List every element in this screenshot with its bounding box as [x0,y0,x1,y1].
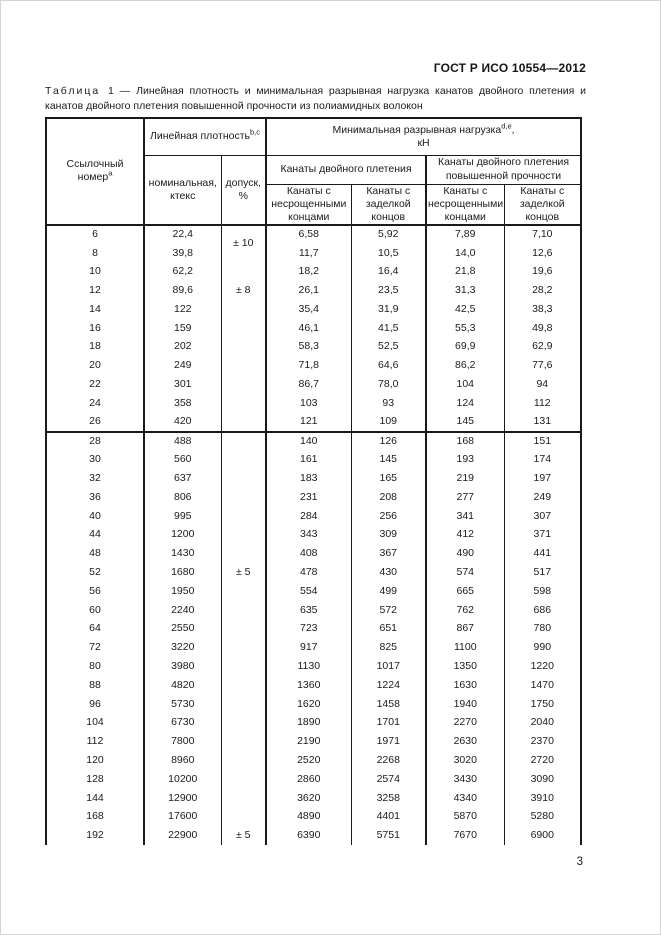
cell-ref: 168 [46,808,144,827]
table-row [46,319,581,338]
cell-nominal: 12900 [144,789,221,808]
cell-ref: 40 [46,507,144,526]
cell-nominal: 22900 [144,826,221,845]
cell-tolerance [221,413,266,432]
cell-db-unspliced: 4890 [266,808,351,827]
cell-tolerance [221,601,266,620]
cell-ref: 8 [46,244,144,263]
document-number: ГОСТ Р ИСО 10554—2012 [433,61,586,75]
cell-hs-spliced: 249 [504,488,581,507]
cell-db-unspliced: 46,1 [266,319,351,338]
cell-db-spliced: 78,0 [351,375,426,394]
cell-tolerance [221,582,266,601]
cell-db-spliced: 256 [351,507,426,526]
cell-db-unspliced: 58,3 [266,338,351,357]
cell-nominal: 2550 [144,620,221,639]
cell-db-unspliced: 86,7 [266,375,351,394]
cell-ref: 30 [46,450,144,469]
cell-nominal: 202 [144,338,221,357]
cell-db-unspliced: 917 [266,638,351,657]
table-row [46,469,581,488]
cell-db-spliced: 31,9 [351,300,426,319]
table-row [46,225,581,244]
cell-db-unspliced: 723 [266,620,351,639]
cell-hs-unspliced: 762 [426,601,504,620]
cell-ref: 88 [46,676,144,695]
cell-hs-unspliced: 86,2 [426,356,504,375]
cell-tolerance [221,676,266,695]
cell-db-unspliced: 140 [266,432,351,451]
cell-hs-unspliced: 867 [426,620,504,639]
cell-tolerance: ± 5 [221,563,266,582]
table-row [46,638,581,657]
cell-tolerance [221,544,266,563]
header-breaking-load: Минимальная разрывная нагрузка$^{d,e}$, кН [266,118,581,155]
cell-db-spliced: 499 [351,582,426,601]
table-row [46,676,581,695]
cell-ref: 104 [46,714,144,733]
cell-tolerance: ± 5 [221,826,266,845]
cell-hs-unspliced: 574 [426,563,504,582]
cell-ref: 96 [46,695,144,714]
cell-tolerance [221,751,266,770]
cell-nominal: 301 [144,375,221,394]
cell-db-spliced: 5751 [351,826,426,845]
cell-hs-unspliced: 3020 [426,751,504,770]
cell-hs-unspliced: 1100 [426,638,504,657]
cell-db-spliced: 825 [351,638,426,657]
header-db-unspliced: Канаты с несрощенными концами [266,184,351,225]
cell-db-spliced: 126 [351,432,426,451]
cell-hs-spliced: 12,6 [504,244,581,263]
cell-db-spliced: 165 [351,469,426,488]
cell-tolerance [221,300,266,319]
cell-ref: 26 [46,413,144,432]
cell-db-unspliced: 103 [266,394,351,413]
table-row [46,620,581,639]
cell-db-unspliced: 35,4 [266,300,351,319]
header-hs-spliced: Канаты с заделкой концов [504,184,581,225]
cell-nominal: 39,8 [144,244,221,263]
header-db-spliced: Канаты с заделкой концов [351,184,426,225]
cell-db-unspliced: 554 [266,582,351,601]
table-row [46,563,581,582]
cell-tolerance [221,526,266,545]
cell-ref: 52 [46,563,144,582]
cell-nominal: 5730 [144,695,221,714]
cell-hs-unspliced: 412 [426,526,504,545]
table-row [46,375,581,394]
cell-db-spliced: 2268 [351,751,426,770]
cell-db-spliced: 93 [351,394,426,413]
cell-hs-unspliced: 1350 [426,657,504,676]
cell-db-spliced: 1224 [351,676,426,695]
cell-hs-unspliced: 665 [426,582,504,601]
cell-nominal: 22,4 [144,225,221,244]
cell-hs-unspliced: 14,0 [426,244,504,263]
cell-db-unspliced: 231 [266,488,351,507]
cell-tolerance [221,450,266,469]
cell-db-unspliced: 2860 [266,770,351,789]
cell-ref: 44 [46,526,144,545]
cell-nominal: 637 [144,469,221,488]
cell-hs-spliced: 5280 [504,808,581,827]
cell-hs-unspliced: 3430 [426,770,504,789]
table-header [46,118,581,225]
cell-ref: 28 [46,432,144,451]
cell-ref: 24 [46,394,144,413]
table-row [46,338,581,357]
cell-hs-unspliced: 7,89 [426,225,504,244]
cell-hs-spliced: 151 [504,432,581,451]
cell-ref: 120 [46,751,144,770]
cell-nominal: 8960 [144,751,221,770]
cell-hs-unspliced: 1940 [426,695,504,714]
cell-nominal: 4820 [144,676,221,695]
cell-nominal: 17600 [144,808,221,827]
cell-nominal: 1950 [144,582,221,601]
cell-tolerance [221,394,266,413]
cell-db-unspliced: 2520 [266,751,351,770]
table-row [46,826,581,845]
cell-hs-spliced: 131 [504,413,581,432]
cell-db-unspliced: 284 [266,507,351,526]
cell-nominal: 122 [144,300,221,319]
cell-db-spliced: 23,5 [351,281,426,300]
cell-db-unspliced: 26,1 [266,281,351,300]
cell-hs-unspliced: 193 [426,450,504,469]
cell-hs-spliced: 112 [504,394,581,413]
cell-hs-unspliced: 341 [426,507,504,526]
cell-tolerance [221,695,266,714]
table-row [46,300,581,319]
cell-hs-unspliced: 42,5 [426,300,504,319]
table-row [46,544,581,563]
cell-db-spliced: 367 [351,544,426,563]
cell-hs-unspliced: 145 [426,413,504,432]
header-double-braid-high-strength: Канаты двойного плетения повышенной прочности [426,155,581,184]
cell-nominal: 806 [144,488,221,507]
cell-db-spliced: 1971 [351,732,426,751]
cell-db-unspliced: 6,58 [266,225,351,244]
cell-nominal: 358 [144,394,221,413]
cell-hs-spliced: 38,3 [504,300,581,319]
cell-ref: 144 [46,789,144,808]
table-row [46,450,581,469]
cell-db-unspliced: 3620 [266,789,351,808]
cell-nominal: 420 [144,413,221,432]
cell-ref: 56 [46,582,144,601]
cell-tolerance [221,732,266,751]
table-row [46,732,581,751]
cell-hs-spliced: 1750 [504,695,581,714]
cell-nominal: 62,2 [144,262,221,281]
cell-db-unspliced: 1360 [266,676,351,695]
cell-tolerance [221,338,266,357]
table-row [46,281,581,300]
cell-db-unspliced: 343 [266,526,351,545]
cell-hs-unspliced: 2630 [426,732,504,751]
cell-nominal: 1680 [144,563,221,582]
cell-nominal: 10200 [144,770,221,789]
header-nominal: номинальная, ктекс [144,155,221,225]
cell-hs-unspliced: 104 [426,375,504,394]
cell-ref: 20 [46,356,144,375]
cell-db-spliced: 1017 [351,657,426,676]
header-linear-density: Линейная плотность$^{b,c}$ [144,118,266,155]
cell-tolerance [221,770,266,789]
cell-hs-spliced: 62,9 [504,338,581,357]
cell-tolerance [221,262,266,281]
cell-tolerance [221,620,266,639]
cell-db-unspliced: 1130 [266,657,351,676]
cell-tolerance [221,432,266,451]
cell-hs-unspliced: 55,3 [426,319,504,338]
cell-ref: 36 [46,488,144,507]
table-row [46,526,581,545]
cell-tolerance [221,375,266,394]
cell-hs-unspliced: 124 [426,394,504,413]
cell-hs-spliced: 686 [504,601,581,620]
cell-hs-spliced: 2720 [504,751,581,770]
cell-hs-unspliced: 21,8 [426,262,504,281]
page-number: 3 [576,856,583,868]
cell-db-spliced: 52,5 [351,338,426,357]
cell-ref: 16 [46,319,144,338]
cell-ref: 128 [46,770,144,789]
cell-hs-unspliced: 168 [426,432,504,451]
cell-db-spliced: 1701 [351,714,426,733]
cell-nominal: 7800 [144,732,221,751]
cell-nominal: 2240 [144,601,221,620]
cell-hs-spliced: 77,6 [504,356,581,375]
cell-ref: 48 [46,544,144,563]
cell-nominal: 6730 [144,714,221,733]
cell-hs-spliced: 780 [504,620,581,639]
cell-ref: 10 [46,262,144,281]
table-body [46,225,581,845]
cell-nominal: 89,6 [144,281,221,300]
cell-db-unspliced: 478 [266,563,351,582]
cell-nominal: 1200 [144,526,221,545]
cell-nominal: 3220 [144,638,221,657]
table-row [46,695,581,714]
header-ref-column: Ссылочный номер$^a$ [46,118,144,225]
cell-db-unspliced: 18,2 [266,262,351,281]
table-row [46,488,581,507]
cell-db-spliced: 3258 [351,789,426,808]
cell-ref: 22 [46,375,144,394]
cell-db-spliced: 1458 [351,695,426,714]
cell-tolerance [221,319,266,338]
cell-tolerance: ± 8 [221,281,266,300]
table-row [46,751,581,770]
cell-db-spliced: 5,92 [351,225,426,244]
cell-tolerance: ± 10 [221,244,266,263]
cell-tolerance [221,714,266,733]
cell-db-unspliced: 121 [266,413,351,432]
table-row [46,394,581,413]
table-row [46,714,581,733]
cell-db-unspliced: 2190 [266,732,351,751]
cell-db-unspliced: 11,7 [266,244,351,263]
cell-hs-unspliced: 219 [426,469,504,488]
cell-hs-spliced: 2040 [504,714,581,733]
cell-ref: 18 [46,338,144,357]
cell-db-unspliced: 1620 [266,695,351,714]
table-row [46,657,581,676]
cell-db-spliced: 430 [351,563,426,582]
cell-db-spliced: 145 [351,450,426,469]
cell-db-spliced: 10,5 [351,244,426,263]
cell-hs-unspliced: 277 [426,488,504,507]
header-double-braid: Канаты двойного плетения [266,155,426,184]
cell-db-spliced: 109 [351,413,426,432]
cell-ref: 72 [46,638,144,657]
cell-db-spliced: 64,6 [351,356,426,375]
footnote-ref-de: d,e [501,121,512,131]
cell-tolerance [221,507,266,526]
cell-hs-spliced: 197 [504,469,581,488]
cell-hs-unspliced: 31,3 [426,281,504,300]
data-table [45,117,582,845]
cell-tolerance [221,638,266,657]
table-row [46,601,581,620]
table-row [46,262,581,281]
cell-tolerance [221,789,266,808]
table-row [46,582,581,601]
cell-ref: 192 [46,826,144,845]
table-row [46,808,581,827]
table-row [46,244,581,263]
cell-hs-unspliced: 2270 [426,714,504,733]
cell-nominal: 159 [144,319,221,338]
header-tolerance: допуск, % [221,155,266,225]
cell-ref: 12 [46,281,144,300]
cell-nominal: 488 [144,432,221,451]
cell-db-spliced: 651 [351,620,426,639]
cell-ref: 112 [46,732,144,751]
cell-hs-spliced: 28,2 [504,281,581,300]
cell-ref: 64 [46,620,144,639]
header-hs-unspliced: Канаты с несрощенными концами [426,184,504,225]
cell-nominal: 995 [144,507,221,526]
cell-hs-unspliced: 490 [426,544,504,563]
cell-hs-spliced: 3090 [504,770,581,789]
cell-db-unspliced: 635 [266,601,351,620]
cell-db-unspliced: 161 [266,450,351,469]
cell-hs-unspliced: 69,9 [426,338,504,357]
table-row [46,413,581,432]
table-row [46,789,581,808]
cell-tolerance [221,356,266,375]
cell-db-spliced: 41,5 [351,319,426,338]
cell-hs-spliced: 7,10 [504,225,581,244]
table-row [46,770,581,789]
cell-db-unspliced: 1890 [266,714,351,733]
cell-hs-unspliced: 7670 [426,826,504,845]
cell-hs-unspliced: 5870 [426,808,504,827]
cell-nominal: 1430 [144,544,221,563]
table-caption [45,84,586,113]
cell-tolerance [221,488,266,507]
cell-tolerance [221,808,266,827]
cell-hs-spliced: 49,8 [504,319,581,338]
cell-tolerance [221,657,266,676]
cell-hs-spliced: 2370 [504,732,581,751]
cell-ref: 14 [46,300,144,319]
cell-nominal: 560 [144,450,221,469]
cell-hs-spliced: 517 [504,563,581,582]
table-caption-label: Таблица 1 [45,85,116,97]
cell-hs-spliced: 174 [504,450,581,469]
cell-hs-unspliced: 4340 [426,789,504,808]
cell-hs-spliced: 94 [504,375,581,394]
cell-hs-spliced: 1220 [504,657,581,676]
cell-tolerance [221,469,266,488]
cell-db-unspliced: 408 [266,544,351,563]
header-breaking-load-unit: кН [417,136,430,149]
cell-hs-spliced: 6900 [504,826,581,845]
cell-hs-spliced: 990 [504,638,581,657]
cell-db-spliced: 2574 [351,770,426,789]
cell-hs-spliced: 3910 [504,789,581,808]
cell-ref: 80 [46,657,144,676]
cell-db-unspliced: 6390 [266,826,351,845]
cell-db-unspliced: 71,8 [266,356,351,375]
cell-hs-spliced: 598 [504,582,581,601]
cell-db-spliced: 572 [351,601,426,620]
cell-hs-spliced: 371 [504,526,581,545]
cell-ref: 32 [46,469,144,488]
cell-ref: 6 [46,225,144,244]
cell-nominal: 3980 [144,657,221,676]
cell-db-spliced: 309 [351,526,426,545]
footnote-ref-bc: b,c [250,127,261,137]
cell-db-unspliced: 183 [266,469,351,488]
cell-db-spliced: 4401 [351,808,426,827]
cell-nominal: 249 [144,356,221,375]
cell-hs-spliced: 19,6 [504,262,581,281]
cell-hs-spliced: 441 [504,544,581,563]
cell-ref: 60 [46,601,144,620]
cell-db-spliced: 16,4 [351,262,426,281]
table-caption-text: — Линейная плотность и минимальная разрывная нагрузка канатов двойного плетения и канатов двойного плетения повышенной прочности из полиамидных волокон [45,85,586,112]
table-row [46,507,581,526]
cell-hs-unspliced: 1630 [426,676,504,695]
cell-hs-spliced: 1470 [504,676,581,695]
table-row [46,432,581,451]
cell-db-spliced: 208 [351,488,426,507]
cell-hs-spliced: 307 [504,507,581,526]
table-row [46,356,581,375]
footnote-ref-a: a [108,168,113,178]
